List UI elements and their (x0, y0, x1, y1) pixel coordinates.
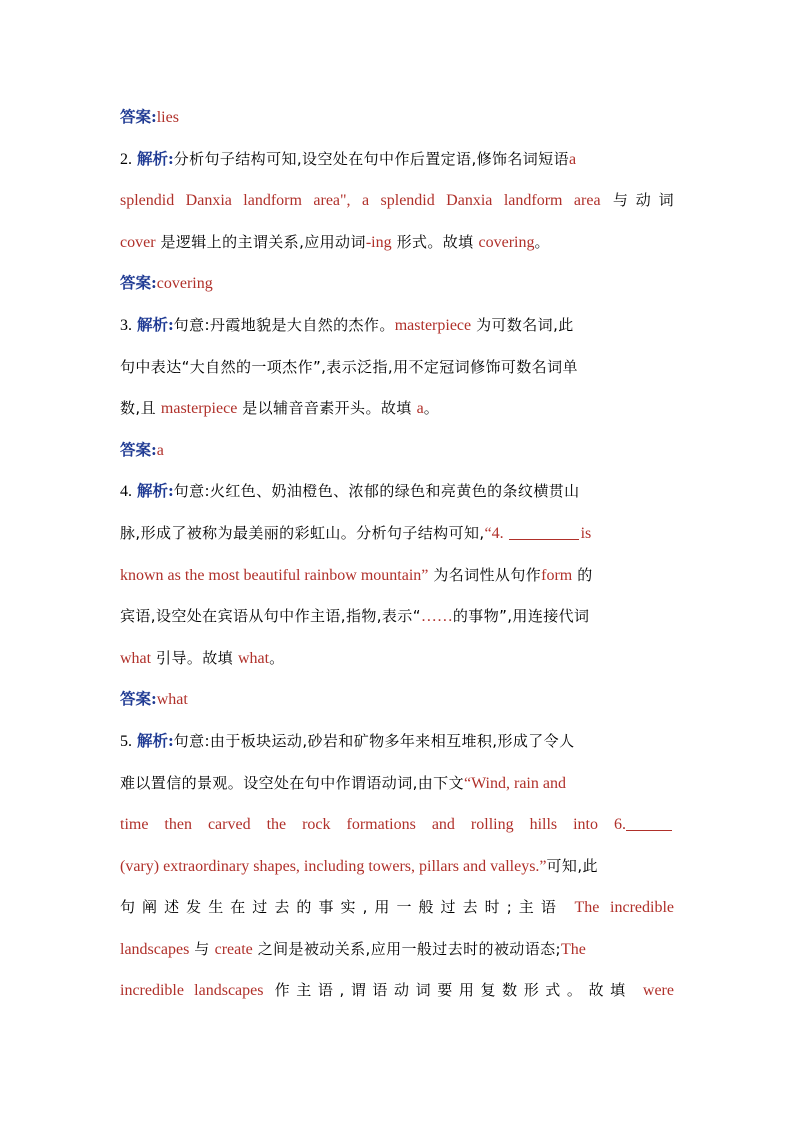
q3-line-1 (120, 308, 674, 350)
answer-inline: covering (478, 233, 535, 251)
analysis-text: 分析句子结构可知,设空处在句中作后置定语,修饰名词短语 (173, 149, 570, 168)
q5-line-1 (120, 724, 674, 766)
answer-value: what (156, 691, 188, 709)
analysis-text: 引导。故填 (156, 648, 234, 667)
english-text: …… (420, 608, 453, 626)
english-text: “Wind, rain and (463, 774, 566, 792)
question-number: 5. (120, 732, 132, 750)
english-text: incredible landscapes (120, 982, 264, 1000)
analysis-text: 为名词性从句作 (433, 565, 542, 584)
analysis-text: 的 (577, 565, 593, 584)
answer-label: 答案: (120, 107, 157, 126)
q4-line-3 (120, 558, 674, 600)
analysis-text: 形式。故填 (396, 232, 474, 251)
english-text: (vary) extraordinary shapes, including towers, pillars and valleys.” (120, 857, 547, 875)
q5-line-4 (120, 849, 674, 891)
answer-explanation-page (120, 100, 674, 1015)
analysis-text: 数,且 (120, 399, 156, 418)
analysis-text: 的事物”,用连接代词 (452, 607, 590, 626)
english-text: is (580, 524, 592, 542)
english-text: form (541, 566, 573, 584)
analysis-text: 与 (194, 939, 210, 958)
q5-line-7 (120, 973, 674, 1015)
question-number: 2. (120, 150, 132, 168)
english-text: -ing (365, 233, 392, 251)
analysis-text: 是以辅音音素开头。故填 (242, 399, 412, 418)
english-text: splendid Danxia landform area", a splendid Danxia landform area (120, 192, 601, 210)
analysis-text: 脉,形成了被称为最美丽的彩虹山。分析句子结构可知, (120, 523, 485, 542)
answer-line-1 (120, 100, 674, 142)
english-text: known as the most beautiful rainbow mountain” (120, 566, 429, 584)
answer-label: 答案: (120, 439, 157, 459)
answer-inline: a (416, 400, 424, 418)
english-text: masterpiece (160, 400, 238, 418)
answer-value: covering (156, 275, 213, 293)
analysis-text: 与动词 (612, 191, 674, 210)
q5-line-5 (120, 890, 674, 932)
analysis-text: 句意:丹霞地貌是大自然的杰作。 (173, 315, 395, 334)
question-number: 3. (120, 316, 132, 334)
fill-blank (626, 829, 672, 831)
analysis-text: 可知,此 (546, 856, 598, 875)
punctuation: 。 (534, 232, 550, 251)
q3-line-3 (120, 391, 674, 433)
analysis-text: 为可数名词,此 (476, 315, 574, 334)
q3-line-2 (120, 350, 674, 392)
analysis-label: 解析: (136, 730, 174, 750)
analysis-text: 句中表达“大自然的一项杰作”,表示泛指,用不定冠词修饰可数名词单 (120, 357, 578, 376)
analysis-text: 宾语,设空处在宾语从句中作主语,指物,表示“ (120, 607, 421, 626)
analysis-label: 解析: (136, 481, 174, 501)
analysis-text: 之间是被动关系,应用一般过去时的被动语态; (257, 939, 561, 958)
punctuation: 。 (269, 648, 285, 667)
q4-line-2 (120, 516, 674, 558)
analysis-text: 是逻辑上的主谓关系,应用动词 (160, 232, 366, 251)
answer-line-4 (120, 682, 674, 724)
punctuation: 。 (423, 399, 440, 418)
english-text: The (560, 940, 586, 958)
q5-line-2 (120, 766, 674, 808)
analysis-label: 解析: (136, 148, 174, 168)
fill-blank (509, 538, 579, 540)
english-text: The incredible (574, 899, 674, 917)
answer-value: lies (156, 109, 179, 126)
q2-line-3 (120, 225, 674, 267)
analysis-text: 作主语,谓语动词要用复数形式。故填 (274, 981, 632, 1000)
answer-label: 答案: (120, 689, 157, 709)
answer-label: 答案: (120, 273, 157, 293)
english-text: masterpiece (394, 316, 472, 334)
q2-line-2 (120, 183, 674, 225)
analysis-text: 句意:由于板块运动,砂岩和矿物多年来相互堆积,形成了令人 (173, 731, 575, 750)
q2-line-1 (120, 142, 674, 184)
question-number: 4. (120, 483, 132, 501)
q5-line-3 (120, 807, 674, 849)
answer-inline: were (642, 982, 674, 1000)
analysis-text: 句意:火红色、奶油橙色、浓郁的绿色和亮黄色的条纹横贯山 (173, 482, 580, 501)
english-text: cover (120, 233, 156, 251)
analysis-text: 句阐述发生在过去的事实,用一般过去时;主语 (120, 898, 563, 917)
answer-value: a (156, 441, 164, 459)
english-text: a (569, 150, 577, 168)
english-text: what (120, 649, 152, 667)
english-text: landscapes (120, 940, 190, 958)
q4-line-1 (120, 474, 674, 516)
analysis-text: 难以置信的景观。设空处在句中作谓语动词,由下文 (120, 773, 464, 792)
analysis-label: 解析: (136, 314, 174, 334)
answer-line-2 (120, 266, 674, 308)
english-text: create (214, 940, 253, 958)
english-text: time then carved the rock formations and rolling hills into 6. (120, 816, 626, 834)
q5-line-6 (120, 932, 674, 974)
english-text: “4. (484, 524, 504, 542)
q4-line-5 (120, 641, 674, 683)
q4-line-4 (120, 599, 674, 641)
answer-inline: what (238, 649, 270, 667)
answer-line-3 (120, 433, 674, 475)
